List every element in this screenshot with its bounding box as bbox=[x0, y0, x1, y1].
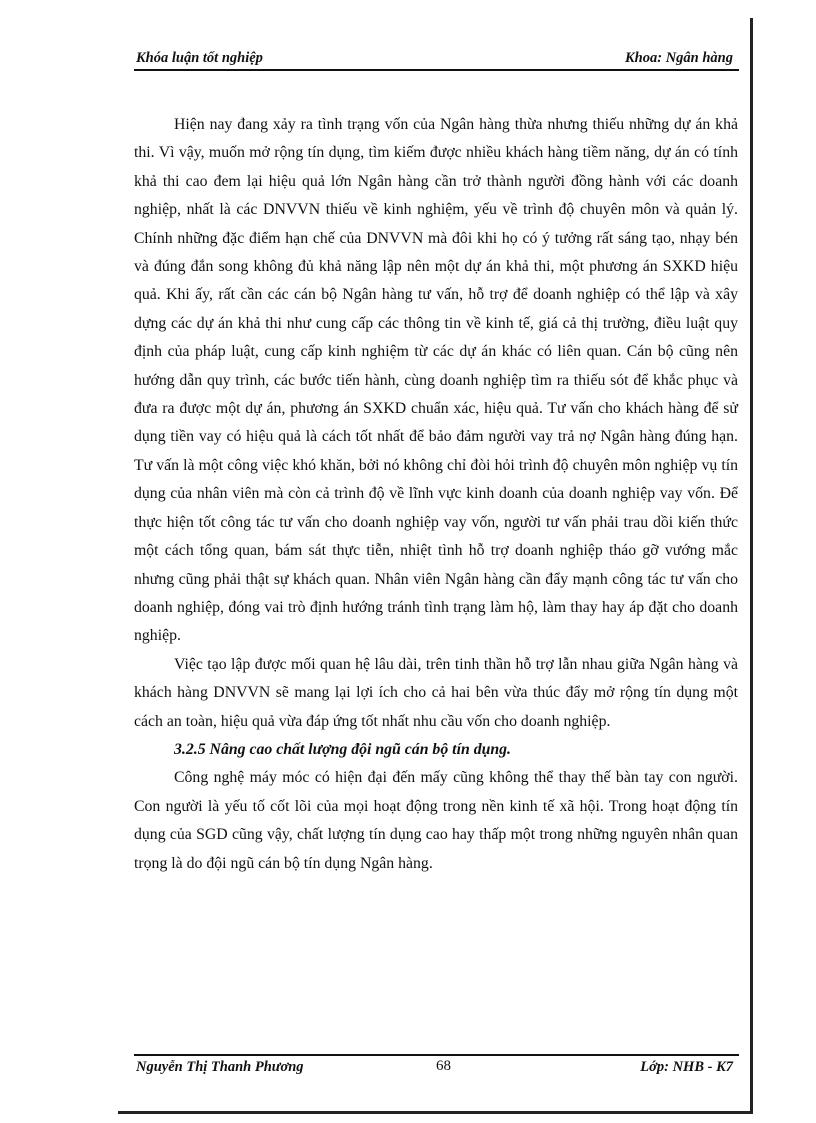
header-divider bbox=[134, 69, 739, 71]
document-body bbox=[134, 111, 738, 878]
footer-class: Lớp: NHB - K7 bbox=[640, 1059, 733, 1075]
section-heading: 3.2.5 Nâng cao chất lượng đội ngũ cán bộ tín dụng. bbox=[174, 740, 512, 758]
footer-author: Nguyễn Thị Thanh Phương bbox=[136, 1059, 304, 1075]
paragraph-consulting: Hiện nay đang xảy ra tình trạng vốn của Ngân hàng thừa nhưng thiếu những dự án khả thi. Vì vậy, muốn mở rộng tín dụng, tìm kiếm được nhiều khách hàng tiềm năng, dự án có tính khả thi cao đem lại hiệu quả lớn Ngân hàng cần trở thành người đồng hành với các doanh nghiệp, nhất là các DNVVN thiếu về kinh nghiệm, yếu về trình độ chuyên môn và quản lý. Chính những đặc điểm hạn chế của DNVVN mà đôi khi họ có ý tưởng rất sáng tạo, nhạy bén và đúng đắn song không đủ khả năng lập nên một dự án khả thi, một phương án SXKD hiệu quả. Khi ấy, rất cần các cán bộ Ngân hàng tư vấn, hỗ trợ để doanh nghiệp có thể lập và xây dựng các dự án khả thi như cung cấp các thông tin về kinh tế, giá cả thị trường, điều luật quy định của pháp luật, cung cấp kinh nghiệm từ các dự án khác có liên quan. Cán bộ cũng nên hướng dẫn quy trình, các bước tiến hành, cùng doanh nghiệp tìm ra thiếu sót để khắc phục và đưa ra được một dự án, phương án SXKD chuẩn xác, hiệu quả. Tư vấn cho khách hàng để sử dụng tiền vay có hiệu quả là cách tốt nhất để bảo đảm người vay trả nợ Ngân hàng đúng hạn. Tư vấn là một công việc khó khăn, bởi nó không chỉ đòi hỏi trình độ chuyên môn nghiệp vụ tín dụng của nhân viên mà còn cả trình độ về lĩnh vực kinh doanh của doanh nghiệp vay vốn. Để thực hiện tốt công tác tư vấn cho doanh nghiệp vay vốn, người tư vấn phải trau dồi kiến thức một cách tổng quan, bám sát thực tiễn, nhiệt tình hỗ trợ doanh nghiệp tháo gỡ vướng mắc nhưng cũng phải thật sự khách quan. Nhân viên Ngân hàng cần đẩy mạnh công tác tư vấn cho doanh nghiệp, đóng vai trò định hướng tránh tình trạng làm hộ, làm thay hay áp đặt cho doanh nghiệp. bbox=[134, 116, 738, 645]
page-header bbox=[134, 50, 739, 70]
page-number: 68 bbox=[436, 1058, 451, 1074]
paragraph-relationship: Việc tạo lập được mối quan hệ lâu dài, trên tinh thần hỗ trợ lẫn nhau giữa Ngân hàng và khách hàng DNVVN sẽ mang lại lợi ích cho cả hai bên vừa thúc đẩy mở rộng tín dụng một cách an toàn, hiệu quả vừa đáp ứng tốt nhất nhu cầu vốn cho doanh nghiệp. bbox=[134, 655, 738, 730]
page-footer bbox=[134, 1058, 739, 1078]
header-thesis-title: Khóa luận tốt nghiệp bbox=[136, 50, 263, 66]
header-faculty: Khoa: Ngân hàng bbox=[625, 50, 733, 66]
footer-divider bbox=[134, 1054, 739, 1056]
paragraph-staff-quality: Công nghệ máy móc có hiện đại đến mấy cũng không thể thay thế bàn tay con người. Con người là yếu tố cốt lõi của mọi hoạt động trong nền kinh tế xã hội. Trong hoạt động tín dụng của SGD cũng vậy, chất lượng tín dụng cao hay thấp một trong những nguyên nhân quan trọng là do đội ngũ cán bộ tín dụng Ngân hàng. bbox=[134, 769, 738, 872]
